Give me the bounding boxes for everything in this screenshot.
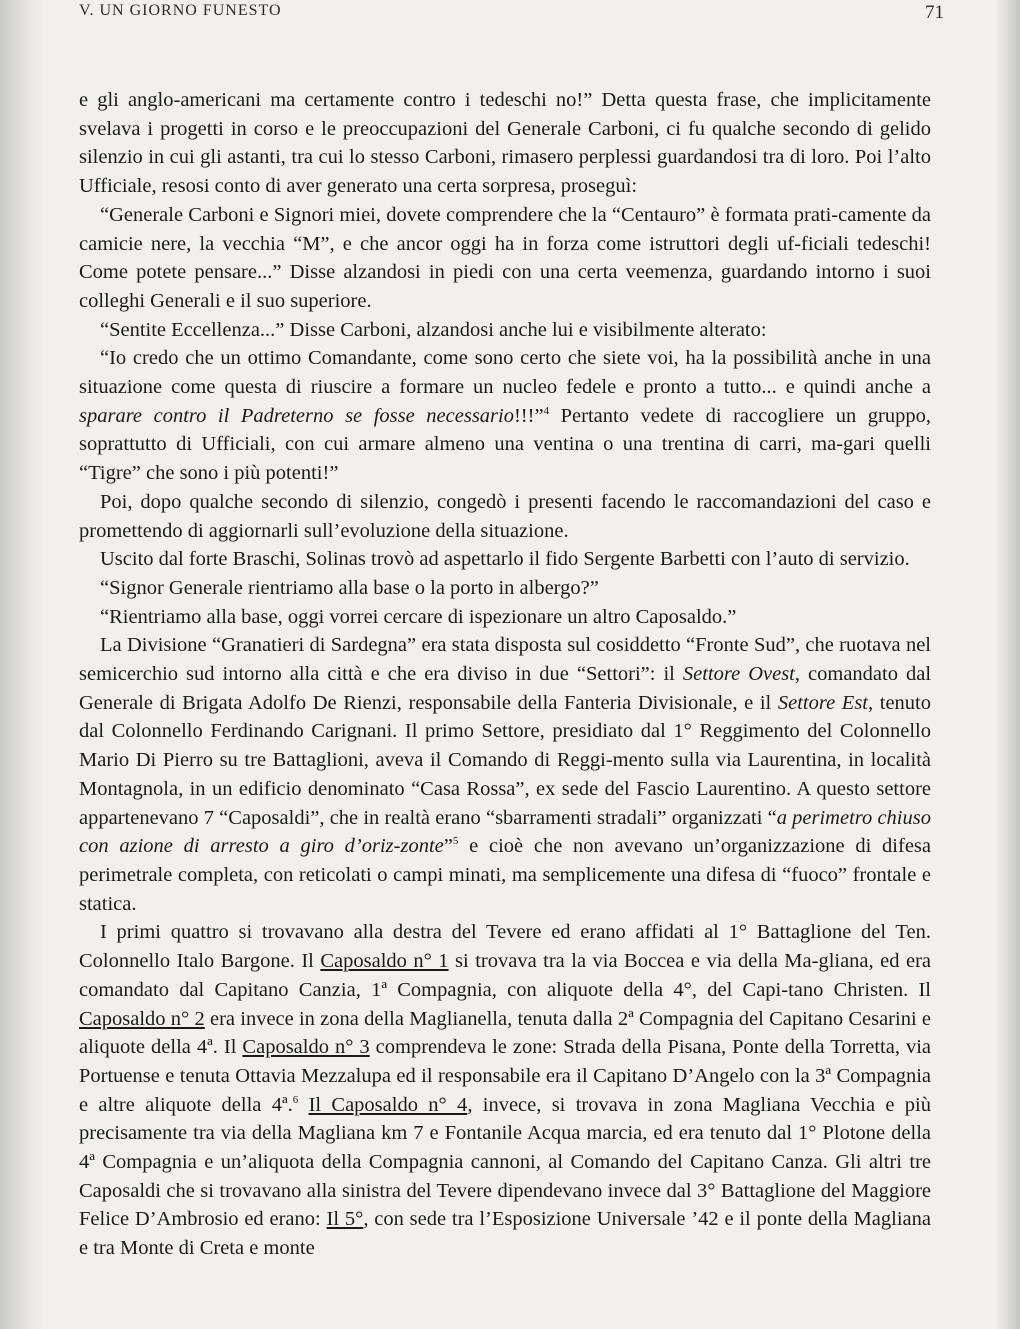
text-run: ” [443,835,453,858]
text-run: Uscito dal forte Braschi, Solinas trovò ad aspettarlo il fido Sergente Barbetti con l’auto di servizio. [100,548,910,571]
underlined-text: Caposaldo n° 3 [242,1036,370,1059]
text-run: “Io credo che un ottimo Comandante, come sono certo che siete voi, ha la possibilità anche in una situazione come questa di riuscire a formare un nucleo fedele e pronto a tutto... e quindi anche a [79,347,931,399]
scan-left-edge-shadow [0,0,44,1329]
paragraph [79,603,931,632]
paragraph [79,86,931,201]
footnote-ref: 6 [292,1093,299,1106]
italic-text: a perimetro chiuso con azione di arresto a giro d’oriz-zonte [79,806,931,858]
text-run: Poi, dopo qualche secondo di silenzio, congedò i presenti facendo le raccomandazioni del caso e promettendo di aggiornarli sull’evoluzione della situazione. [79,490,931,542]
text-run: !!!” [513,404,544,427]
text-run: comprendeva le zone: Strada della Pisana, Ponte della Torretta, via Portuense e tenuta Ottavia Mezzalupa ed il responsabile era il Capitano D’Angelo con la 3ª Compagnia e altre aliquote della 4ª. [79,1036,931,1116]
text-run: e cioè che non avevano un’organizzazione di difesa perimetrale completa, con reticolati o campi minati, ma semplicemente una difesa di “fuoco” frontale e statica. [79,835,931,915]
text-run: La Divisione “Granatieri di Sardegna” era stata disposta sul cosiddetto “Fronte Sud”, che ruotava nel semicerchio sud intorno alla città e che era diviso in due “Settori”: il [79,634,931,686]
text-run: I primi quattro si trovavano alla destra del Tevere ed erano affidati al 1° Battaglione del Ten. Colonnello Italo Bargone. Il [79,921,931,973]
paragraph [79,631,931,918]
paragraph [79,316,931,345]
paragraph [79,574,931,603]
text-run: “Signor Generale rientriamo alla base o la porto in albergo?” [100,576,599,599]
paragraph [79,488,931,545]
text-run: si trovava tra la via Boccea e via della Ma-gliana, ed era comandato dal Capitano Canzia, 1ª Compagnia, con aliquote della 4°, del Capi-tano Christen. Il [79,950,931,1001]
underlined-text: Caposaldo n° 2 [79,1007,205,1030]
page-number: 71 [925,2,944,23]
footnote-ref: 5 [452,835,459,848]
paragraph [79,545,931,574]
footnote-ref: 4 [543,404,550,417]
text-run: , tenuto dal Colonnello Ferdinando Carignani. Il primo Settore, presidiato dal 1° Reggimento del Colonnello Mario Di Pierro su tre Battaglioni, aveva il Comando di Reggi-mento sulla via Laurentina, in località Montagnola, in un edificio denominato “Casa Rossa”, ex sede del Fascio Laurentino. A questo settore appartenevano 7 “Caposaldi”, che in realtà erano “sbarramenti stradali” organizzati “ [79,691,931,829]
scan-right-edge-shadow [994,0,1020,1329]
underlined-text: Caposaldo n° 1 [320,950,449,973]
paragraph [79,344,931,488]
text-run: e gli anglo-americani ma certamente contro i tedeschi no!” Detta questa frase, che implicitamente svelava i progetti in corso e le preoccupazioni del Generale Carboni, ci fu qualche secondo di gelido silenzio in cui gli astanti, tra cui lo stesso Carboni, rimasero perplessi guardandosi tra di loro. Poi l’alto Ufficiale, resosi conto di aver generato una certa sorpresa, proseguì: [79,89,931,198]
italic-text: sparare contro il Padreterno se fosse necessario [79,404,514,427]
paragraph [79,201,931,316]
text-run: “Rientriamo alla base, oggi vorrei cercare di ispezionare un altro Caposaldo.” [100,605,737,628]
italic-text: Settore Est [777,691,868,714]
italic-text: Settore Ovest [682,663,795,686]
text-run: era invece in zona della Maglianella, tenuta dalla 2ª Compagnia del Capitano Cesarini e aliquote della 4ª. Il [79,1007,931,1059]
text-run: “Generale Carboni e Signori miei, dovete comprendere che la “Centauro” è formata prati-camente da camicie nere, la vecchia “M”, e che ancor oggi ha in forza come istruttori degli uf-ficiali tedeschi! Come potete pensare...” Disse alzandosi in piedi con una certa veemenza, guardando intorno i suoi colleghi Generali e il suo superiore. [79,203,931,312]
underlined-text: Il 5° [326,1208,364,1231]
text-run: , con sede tra l’Esposizione Universale ’42 e il ponte della Magliana e tra Monte di Creta e monte [79,1208,931,1260]
text-run: , comandato dal Generale di Brigata Adolfo De Rienzi, responsabile della Fanteria Divisionale, e il [79,663,932,714]
text-run: “Sentite Eccellenza...” Disse Carboni, alzandosi anche lui e visibilmente alterato: [100,318,767,341]
underlined-text: Il Caposaldo n° 4 [308,1093,468,1116]
text-run: Pertanto vedete di raccogliere un gruppo, soprattutto di Ufficiali, con cui armare almeno una ventina o una trentina di carri, ma-gari quelli “Tigre” che sono i più potenti!” [79,404,931,485]
body-text [79,86,931,1263]
running-head: V. UN GIORNO FUNESTO [79,2,282,19]
paragraph [79,918,931,1262]
text-run [298,1094,308,1116]
text-run: , invece, si trovava in zona Magliana Vecchia e più precisamente tra via della Magliana km 7 e Fontanile Acqua marcia, ed era tenuto dal 1° Plotone della 4ª Compagnia e un’aliquota della Compagnia cannoni, al Comando del Capitano Canza. Gli altri tre Caposaldi che si trovavano alla sinistra del Tevere dipendevano invece dal 3° Battaglione del Maggiore Felice D’Ambrosio ed erano: [79,1093,931,1231]
